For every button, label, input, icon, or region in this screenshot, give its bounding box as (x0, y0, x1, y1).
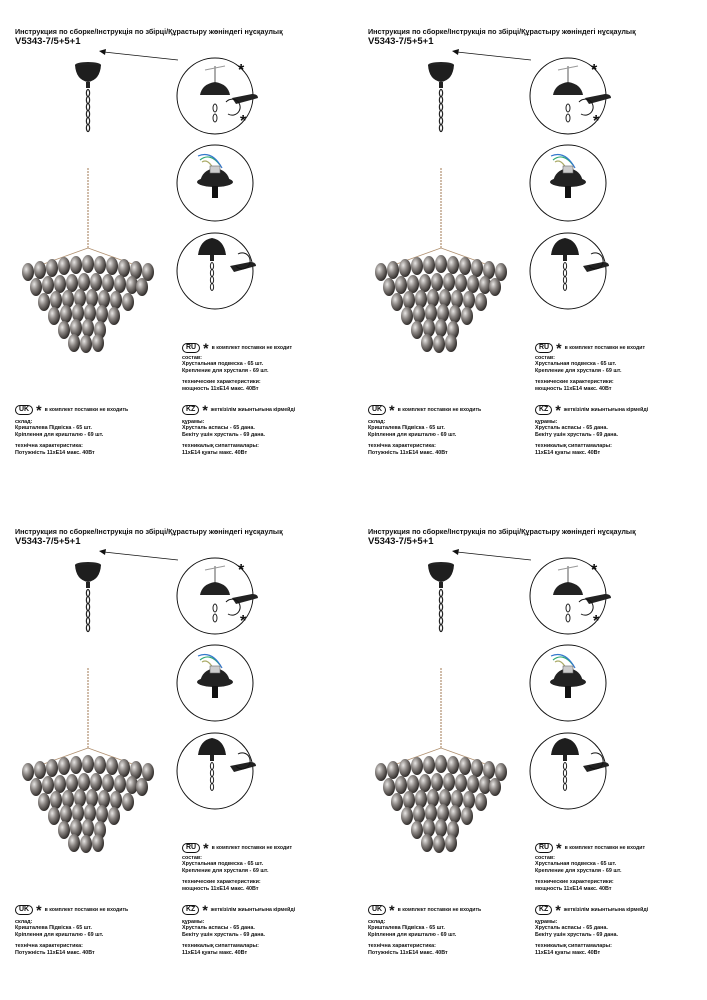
kz-composition-2: Бекіту үшін хрусталь - 69 дана. (535, 431, 618, 438)
chandelier-illustration (22, 668, 154, 853)
step-3-circle (530, 233, 609, 309)
kz-composition-1: Хрусталь аспасы - 65 дана. (182, 925, 255, 932)
kz-composition-label: құрамы: (535, 919, 558, 925)
uk-composition-2: Кріплення для кришталю - 69 шт. (368, 431, 457, 438)
model-number: V5343-7/5+5+1 (15, 36, 81, 47)
kz-specs-label: техникалық сипаттамалары: (182, 443, 259, 450)
uk-not-included: в комплект поставки не входить (44, 906, 129, 913)
uk-specs-1: Потужність 11хE14 макс. 40Вт (15, 449, 95, 456)
canopy-icon (75, 562, 101, 588)
asterisk-icon: * (202, 402, 208, 418)
asterisk-icon: * (203, 840, 209, 856)
asterisk-icon: * (389, 902, 395, 918)
uk-badge: UK (15, 405, 33, 415)
ru-composition-1: Хрустальная подвеска - 65 шт. (535, 361, 617, 368)
canopy-icon (75, 62, 101, 88)
svg-text:*: * (238, 562, 245, 579)
kz-composition-2: Бекіту үшін хрусталь - 69 дана. (182, 931, 265, 938)
kz-badge: KZ (182, 905, 199, 915)
step-3-circle (177, 733, 256, 809)
ru-specs-1: мощность 11хE14 макс. 40Вт (182, 385, 259, 392)
ru-specs-1: мощность 11хE14 макс. 40Вт (535, 885, 612, 892)
uk-specs-label: технічна характеристика: (15, 443, 83, 450)
kz-block (182, 402, 296, 456)
uk-composition-1: Кришталева Підвіска - 65 шт. (368, 425, 445, 432)
ru-not-included: в комплект поставки не входит (211, 344, 292, 351)
instruction-title: Инструкция по сборке/Інструкція по збірці/Құрастыру жөніндегі нұсқаулық (15, 527, 283, 536)
ru-block (182, 840, 292, 892)
uk-composition-1: Кришталева Підвіска - 65 шт. (15, 425, 92, 432)
step-3-circle (177, 233, 256, 309)
asterisk-icon: * (555, 402, 561, 418)
uk-specs-1: Потужність 11хE14 макс. 40Вт (368, 449, 448, 456)
kz-composition-1: Хрусталь аспасы - 65 дана. (182, 425, 255, 432)
ru-specs-label: технические характеристики: (535, 379, 614, 386)
instruction-panel-bottom-right (353, 500, 706, 1000)
uk-composition-label: склад: (368, 919, 386, 925)
step-2-circle (177, 145, 253, 221)
kz-composition-label: құрамы: (182, 919, 205, 925)
ru-not-included: в комплект поставки не входит (564, 344, 645, 351)
asterisk-icon: * (555, 902, 561, 918)
kz-specs-label: техникалық сипаттамалары: (182, 943, 259, 950)
uk-specs-label: технічна характеристика: (15, 943, 83, 950)
ru-specs-1: мощность 11хE14 макс. 40Вт (535, 385, 612, 392)
step-2-circle (177, 645, 253, 721)
asterisk-icon: * (36, 402, 42, 418)
step-1-circle (177, 58, 258, 134)
kz-specs-label: техникалық сипаттамалары: (535, 443, 612, 450)
step-1-circle (530, 558, 611, 634)
ru-block (535, 340, 645, 392)
ru-composition-label: состав: (182, 855, 202, 861)
uk-composition-label: склад: (15, 419, 33, 425)
uk-block (15, 902, 129, 956)
asterisk-icon: * (203, 340, 209, 356)
kz-specs-1: 11хE14 қуаты макс. 40Вт (535, 949, 601, 956)
uk-specs-1: Потужність 11хE14 макс. 40Вт (15, 949, 95, 956)
asterisk-icon: * (556, 340, 562, 356)
chain-icon (86, 590, 89, 632)
model-number: V5343-7/5+5+1 (368, 36, 434, 47)
kz-not-included: жеткізілім жиынтығына кірмейді (563, 906, 649, 913)
uk-not-included: в комплект поставки не входить (397, 406, 482, 413)
ru-composition-2: Крепление для хрусталя - 69 шт. (182, 867, 269, 874)
svg-text:*: * (591, 62, 598, 79)
chandelier-illustration (375, 168, 507, 353)
kz-composition-2: Бекіту үшін хрусталь - 69 дана. (535, 931, 618, 938)
step-2-circle (530, 645, 606, 721)
instruction-title: Инструкция по сборке/Інструкція по збірці/Құрастыру жөніндегі нұсқаулық (15, 27, 283, 36)
svg-text:*: * (593, 613, 600, 630)
step-1-circle (177, 558, 258, 634)
ru-composition-2: Крепление для хрусталя - 69 шт. (182, 367, 269, 374)
model-number: V5343-7/5+5+1 (368, 536, 434, 547)
kz-badge: KZ (182, 405, 199, 415)
kz-block (535, 902, 649, 956)
uk-specs-label: технічна характеристика: (368, 943, 436, 950)
asterisk-icon: * (389, 402, 395, 418)
ru-composition-1: Хрустальная подвеска - 65 шт. (535, 861, 617, 868)
kz-composition-1: Хрусталь аспасы - 65 дана. (535, 925, 608, 932)
svg-text:*: * (593, 113, 600, 130)
kz-block (182, 902, 296, 956)
chain-icon (439, 590, 442, 632)
uk-specs-label: технічна характеристика: (368, 443, 436, 450)
kz-not-included: жеткізілім жиынтығына кірмейді (210, 406, 296, 413)
chandelier-illustration (375, 668, 507, 853)
ru-specs-label: технические характеристики: (535, 879, 614, 886)
uk-composition-2: Кріплення для кришталю - 69 шт. (15, 431, 104, 438)
uk-composition-label: склад: (368, 419, 386, 425)
instruction-panel-top-right (353, 0, 706, 500)
ru-specs-label: технические характеристики: (182, 379, 261, 386)
ru-composition-2: Крепление для хрусталя - 69 шт. (535, 367, 622, 374)
chandelier-illustration (22, 168, 154, 353)
step-3-circle (530, 733, 609, 809)
ru-specs-1: мощность 11хE14 макс. 40Вт (182, 885, 259, 892)
uk-badge: UK (368, 405, 386, 415)
asterisk-icon: * (202, 902, 208, 918)
ru-specs-label: технические характеристики: (182, 879, 261, 886)
kz-badge: KZ (535, 905, 552, 915)
ru-not-included: в комплект поставки не входит (211, 844, 292, 851)
uk-not-included: в комплект поставки не входить (397, 906, 482, 913)
uk-block (368, 402, 482, 456)
uk-composition-2: Кріплення для кришталю - 69 шт. (368, 931, 457, 938)
ru-badge: RU (535, 343, 553, 353)
uk-composition-1: Кришталева Підвіска - 65 шт. (15, 925, 92, 932)
svg-text:*: * (240, 613, 247, 630)
uk-block (368, 902, 482, 956)
ru-composition-label: состав: (182, 355, 202, 361)
canopy-icon (428, 562, 454, 588)
ru-composition-label: состав: (535, 855, 555, 861)
uk-badge: UK (15, 905, 33, 915)
svg-text:*: * (591, 562, 598, 579)
uk-block (15, 402, 129, 456)
kz-specs-1: 11хE14 қуаты макс. 40Вт (182, 949, 248, 956)
chain-icon (439, 90, 442, 132)
kz-badge: KZ (535, 405, 552, 415)
kz-composition-2: Бекіту үшін хрусталь - 69 дана. (182, 431, 265, 438)
instruction-title: Инструкция по сборке/Інструкція по збірці/Құрастыру жөніндегі нұсқаулық (368, 27, 636, 36)
step-1-circle (530, 58, 611, 134)
step-2-circle (530, 145, 606, 221)
ru-badge: RU (535, 843, 553, 853)
kz-not-included: жеткізілім жиынтығына кірмейді (563, 406, 649, 413)
ru-composition-1: Хрустальная подвеска - 65 шт. (182, 861, 264, 868)
kz-composition-label: құрамы: (182, 419, 205, 425)
svg-text:*: * (240, 113, 247, 130)
kz-specs-1: 11хE14 қуаты макс. 40Вт (182, 449, 248, 456)
ru-composition-label: состав: (535, 355, 555, 361)
kz-block (535, 402, 649, 456)
asterisk-icon: * (36, 902, 42, 918)
uk-composition-2: Кріплення для кришталю - 69 шт. (15, 931, 104, 938)
uk-composition-1: Кришталева Підвіска - 65 шт. (368, 925, 445, 932)
kz-specs-label: техникалық сипаттамалары: (535, 943, 612, 950)
ru-badge: RU (182, 343, 200, 353)
ru-composition-1: Хрустальная подвеска - 65 шт. (182, 361, 264, 368)
ru-composition-2: Крепление для хрусталя - 69 шт. (535, 867, 622, 874)
model-number: V5343-7/5+5+1 (15, 536, 81, 547)
kz-composition-1: Хрусталь аспасы - 65 дана. (535, 425, 608, 432)
asterisk-icon: * (556, 840, 562, 856)
kz-composition-label: құрамы: (535, 419, 558, 425)
uk-not-included: в комплект поставки не входить (44, 406, 129, 413)
ru-badge: RU (182, 843, 200, 853)
chain-icon (86, 90, 89, 132)
instruction-title: Инструкция по сборке/Інструкція по збірці/Құрастыру жөніндегі нұсқаулық (368, 527, 636, 536)
ru-block (535, 840, 645, 892)
uk-specs-1: Потужність 11хE14 макс. 40Вт (368, 949, 448, 956)
ru-not-included: в комплект поставки не входит (564, 844, 645, 851)
uk-composition-label: склад: (15, 919, 33, 925)
canopy-icon (428, 62, 454, 88)
instruction-panel-top-left (0, 0, 353, 500)
uk-badge: UK (368, 905, 386, 915)
svg-text:*: * (238, 62, 245, 79)
kz-not-included: жеткізілім жиынтығына кірмейді (210, 906, 296, 913)
ru-block (182, 340, 292, 392)
instruction-panel-bottom-left (0, 500, 353, 1000)
kz-specs-1: 11хE14 қуаты макс. 40Вт (535, 449, 601, 456)
